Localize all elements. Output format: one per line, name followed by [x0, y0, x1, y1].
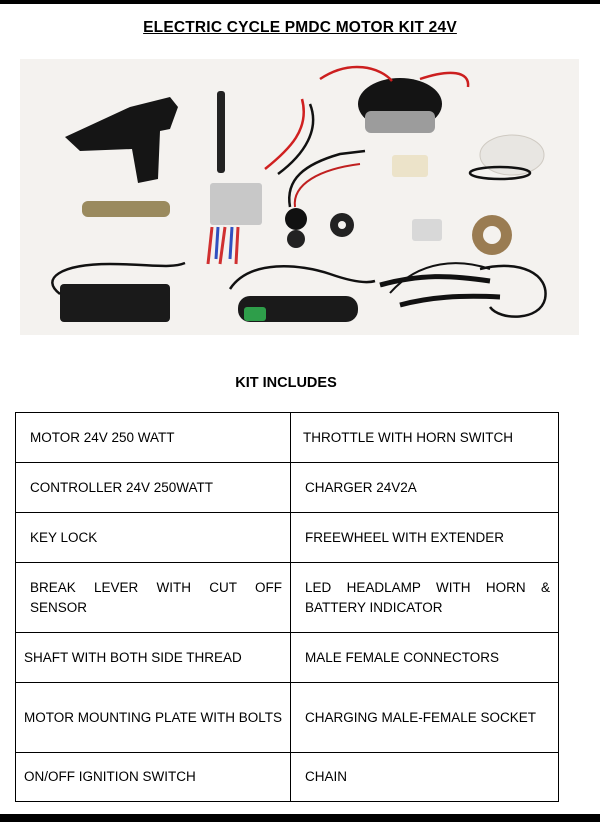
table-cell: KEY LOCK: [16, 513, 291, 563]
headlamp-image: [480, 135, 544, 175]
table-cell: CONTROLLER 24V 250WATT: [16, 463, 291, 513]
connectors-image: [392, 155, 428, 177]
kit-components-photo: [20, 59, 579, 335]
table-cell: ON/OFF IGNITION SWITCH: [16, 753, 291, 802]
table-cell: CHARGING MALE-FEMALE SOCKET: [291, 683, 559, 753]
table-row: [16, 463, 559, 513]
key-lock-image: [285, 208, 307, 230]
shaft-image: [217, 91, 225, 173]
table-cell: THROTTLE WITH HORN SWITCH: [291, 413, 559, 463]
charger-image: [60, 284, 170, 322]
table-cell: SHAFT WITH BOTH SIDE THREAD: [16, 633, 291, 683]
table-cell: CHARGER 24V2A: [291, 463, 559, 513]
table-cell: MOTOR MOUNTING PLATE WITH BOLTS: [16, 683, 291, 753]
table-cell: LED HEADLAMP WITH HORN & BATTERY INDICATOR: [291, 563, 559, 633]
chain-image: [82, 201, 170, 217]
table-row: [16, 633, 559, 683]
table-row: [16, 753, 559, 802]
document-title: ELECTRIC CYCLE PMDC MOTOR KIT 24V: [143, 19, 457, 36]
controller-image: [210, 183, 262, 225]
table-cell: MALE FEMALE CONNECTORS: [291, 633, 559, 683]
kit-includes-table: [15, 412, 559, 802]
table-cell: FREEWHEEL WITH EXTENDER: [291, 513, 559, 563]
table-row: [16, 513, 559, 563]
table-cell: CHAIN: [291, 753, 559, 802]
table-row: [16, 563, 559, 633]
table-row: [16, 683, 559, 753]
section-heading: KIT INCLUDES: [235, 375, 337, 391]
bottom-border: [0, 814, 600, 822]
top-border: [0, 0, 600, 4]
table-cell: MOTOR 24V 250 WATT: [16, 413, 291, 463]
table-row: [16, 413, 559, 463]
table-cell: BREAK LEVER WITH CUT OFF SENSOR: [16, 563, 291, 633]
